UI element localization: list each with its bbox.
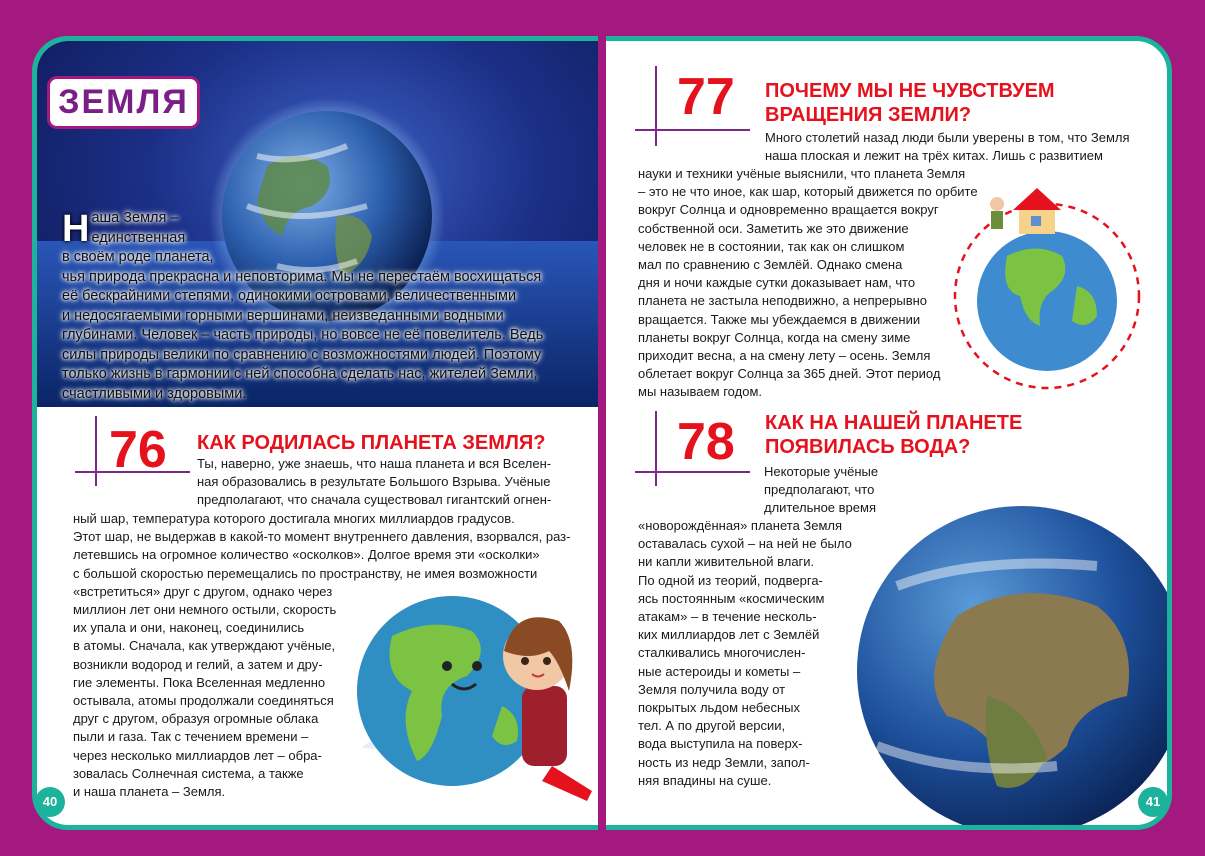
text-line: покрытых льдом небесных: [638, 700, 800, 716]
text-line: «встретиться» друг с другом, однако через: [73, 583, 333, 599]
text-line: их упала и они, наконец, соединились: [73, 620, 305, 636]
text-line: длительное время: [764, 500, 876, 516]
section-number-78: 78: [677, 413, 735, 471]
text-line: остывала, атомы продолжали соединяться: [73, 693, 334, 709]
page-number-left: 40: [35, 787, 65, 817]
intro-line: силы природы велики по сравнению с возможностями людей. Поэтому: [62, 346, 542, 363]
text-line: облетает вокруг Солнца за 365 дней. Этот период: [638, 366, 941, 382]
intro-line: аша Земля –: [91, 210, 179, 226]
text-line: ный шар, температура которого достигала многих миллиардов градусов.: [73, 511, 515, 526]
text-line: мы называем годом.: [638, 384, 762, 400]
text-line: дня и ночи каждые сутки доказывает нам, что: [638, 275, 916, 291]
text-line: – это не что иное, как шар, который движется по орбите: [638, 184, 978, 200]
section-number-76: 76: [109, 421, 167, 479]
heading-vertical-rule: [655, 66, 657, 146]
section-77-text-top: [765, 129, 1130, 165]
text-line: ни капли живительной влаги.: [638, 554, 815, 570]
heading-horizontal-rule: [635, 471, 750, 473]
heading-vertical-rule: [95, 416, 97, 486]
intro-paragraph: [62, 209, 572, 404]
text-line: зовалась Солнечная система, а также: [73, 765, 304, 781]
section-tile-earth: ЗЕМЛЯ: [47, 76, 200, 129]
earth-hero-panel: [37, 41, 598, 407]
text-line: предполагают, что: [764, 482, 875, 498]
page-number-right: 41: [1138, 787, 1168, 817]
text-line: ная образовались в результате Большого Взрыва. Учёные: [197, 474, 551, 490]
text-line: в атомы. Сначала, как утверждают учёные,: [73, 638, 336, 654]
text-line: собственной оси. Заметить же это движение: [638, 220, 909, 236]
text-line: планета не застыла неподвижно, а непрерывно: [638, 293, 928, 309]
text-line: Некоторые учёные: [764, 464, 879, 479]
text-line: Земля получила воду от: [638, 681, 786, 697]
text-line: с большой скоростью перемещались по пространству, не имея возможности: [73, 565, 538, 581]
text-line: ких миллиардов лет с Землёй: [638, 627, 820, 643]
text-line: планеты вокруг Солнца, когда на смену зиме: [638, 329, 911, 345]
book-spine: [598, 0, 606, 856]
text-line: через несколько миллиардов лет – обра-: [73, 747, 322, 763]
text-line: Ты, наверно, уже знаешь, что наша планета и вся Вселен-: [197, 456, 552, 471]
section-76-text-top: [197, 455, 551, 510]
text-line: сталкивались многочислен-: [638, 645, 806, 661]
text-line: науки и техники учёные выяснили, что планета Земля: [638, 166, 966, 181]
text-line: приходит весна, а на смену лету – осень. Земля: [638, 348, 931, 364]
text-line: наша плоская и лежит на трёх китах. Лишь с развитием: [765, 148, 1103, 164]
text-line: и наша планета – Земля.: [73, 784, 226, 800]
text-line: оставалась сухой – на ней не было: [638, 536, 852, 552]
intro-line: счастливыми и здоровыми.: [62, 385, 247, 402]
text-line: миллион лет они немного остыли, скорость: [73, 602, 337, 618]
earth-rotation-illustration: [947, 176, 1147, 396]
text-line: пыли и газа. Так с течением времени –: [73, 729, 309, 745]
text-line: вода выступила на поверх-: [638, 736, 803, 752]
section-77-text-main: [638, 165, 978, 402]
text-line: ность из недр Земли, запол-: [638, 754, 810, 770]
text-line: «новорождённая» планета Земля: [638, 518, 843, 533]
section-heading-78-line1: КАК НА НАШЕЙ ПЛАНЕТЕ: [765, 412, 1023, 434]
section-number-77: 77: [677, 68, 735, 126]
text-line: вокруг Солнца и одновременно вращается вокруг: [638, 202, 939, 218]
text-line: По одной из теорий, подверга-: [638, 572, 823, 588]
intro-line: глубинами. Человек – часть природы, но вовсе не её повелитель. Ведь: [62, 327, 544, 343]
text-line: мал по сравнению с Землёй. Однако смена: [638, 257, 903, 273]
heading-vertical-rule: [655, 411, 657, 486]
text-line: Много столетий назад люди были уверены в том, что Земля: [765, 130, 1130, 145]
intro-line: в своём роде планета,: [62, 249, 214, 265]
text-line: няя впадины на суше.: [638, 772, 772, 788]
intro-line: чья природа прекрасна и неповторима. Мы не перестаём восхищаться: [62, 268, 542, 285]
text-line: ясь постоянным «космическим: [638, 590, 825, 606]
text-line: возникли водород и гелий, а затем и дру-: [73, 656, 323, 672]
section-heading-77-line1: ПОЧЕМУ МЫ НЕ ЧУВСТВУЕМ: [765, 80, 1055, 102]
text-line: Этот шар, не выдержав в какой-то момент внутреннего давления, взорвался, раз-: [73, 529, 571, 545]
text-line: летевшись на огромное количество «осколков». Долгое время эти «осколки»: [73, 547, 540, 563]
section-heading-78-line2: ПОЯВИЛАСЬ ВОДА?: [765, 436, 971, 458]
intro-line: её бескрайними степями, одинокими островами, величественными: [62, 288, 517, 304]
intro-line: единственная: [91, 229, 186, 246]
girl-hugging-earth-illustration: [352, 586, 592, 806]
intro-line: и недосягаемыми горными вершинами, неизведанными водными: [62, 307, 504, 324]
text-line: человек не в состоянии, так как он слишком: [638, 238, 905, 254]
earth-photo-large: [837, 496, 1172, 826]
text-line: гие элементы. Пока Вселенная медленно: [73, 674, 326, 690]
section-heading-77-line2: ВРАЩЕНИЯ ЗЕМЛИ?: [765, 104, 972, 126]
section-heading-76: КАК РОДИЛАСЬ ПЛАНЕТА ЗЕМЛЯ?: [197, 432, 546, 454]
drop-cap: Н: [62, 208, 90, 250]
intro-line: только жизнь в гармонии с ней способна сделать нас, жителей Земли,: [62, 366, 538, 382]
text-line: ные астероиды и кометы –: [638, 663, 801, 679]
text-line: друг с другом, образуя огромные облака: [73, 711, 319, 727]
text-line: тел. А по другой версии,: [638, 718, 786, 734]
text-line: предполагают, что сначала существовал гигантский огнен-: [197, 492, 552, 508]
heading-horizontal-rule: [635, 129, 750, 131]
section-78-text-main: [638, 517, 852, 790]
text-line: вращается. Также мы убеждаемся в движении: [638, 311, 921, 327]
text-line: атакам» – в течение несколь-: [638, 609, 817, 625]
